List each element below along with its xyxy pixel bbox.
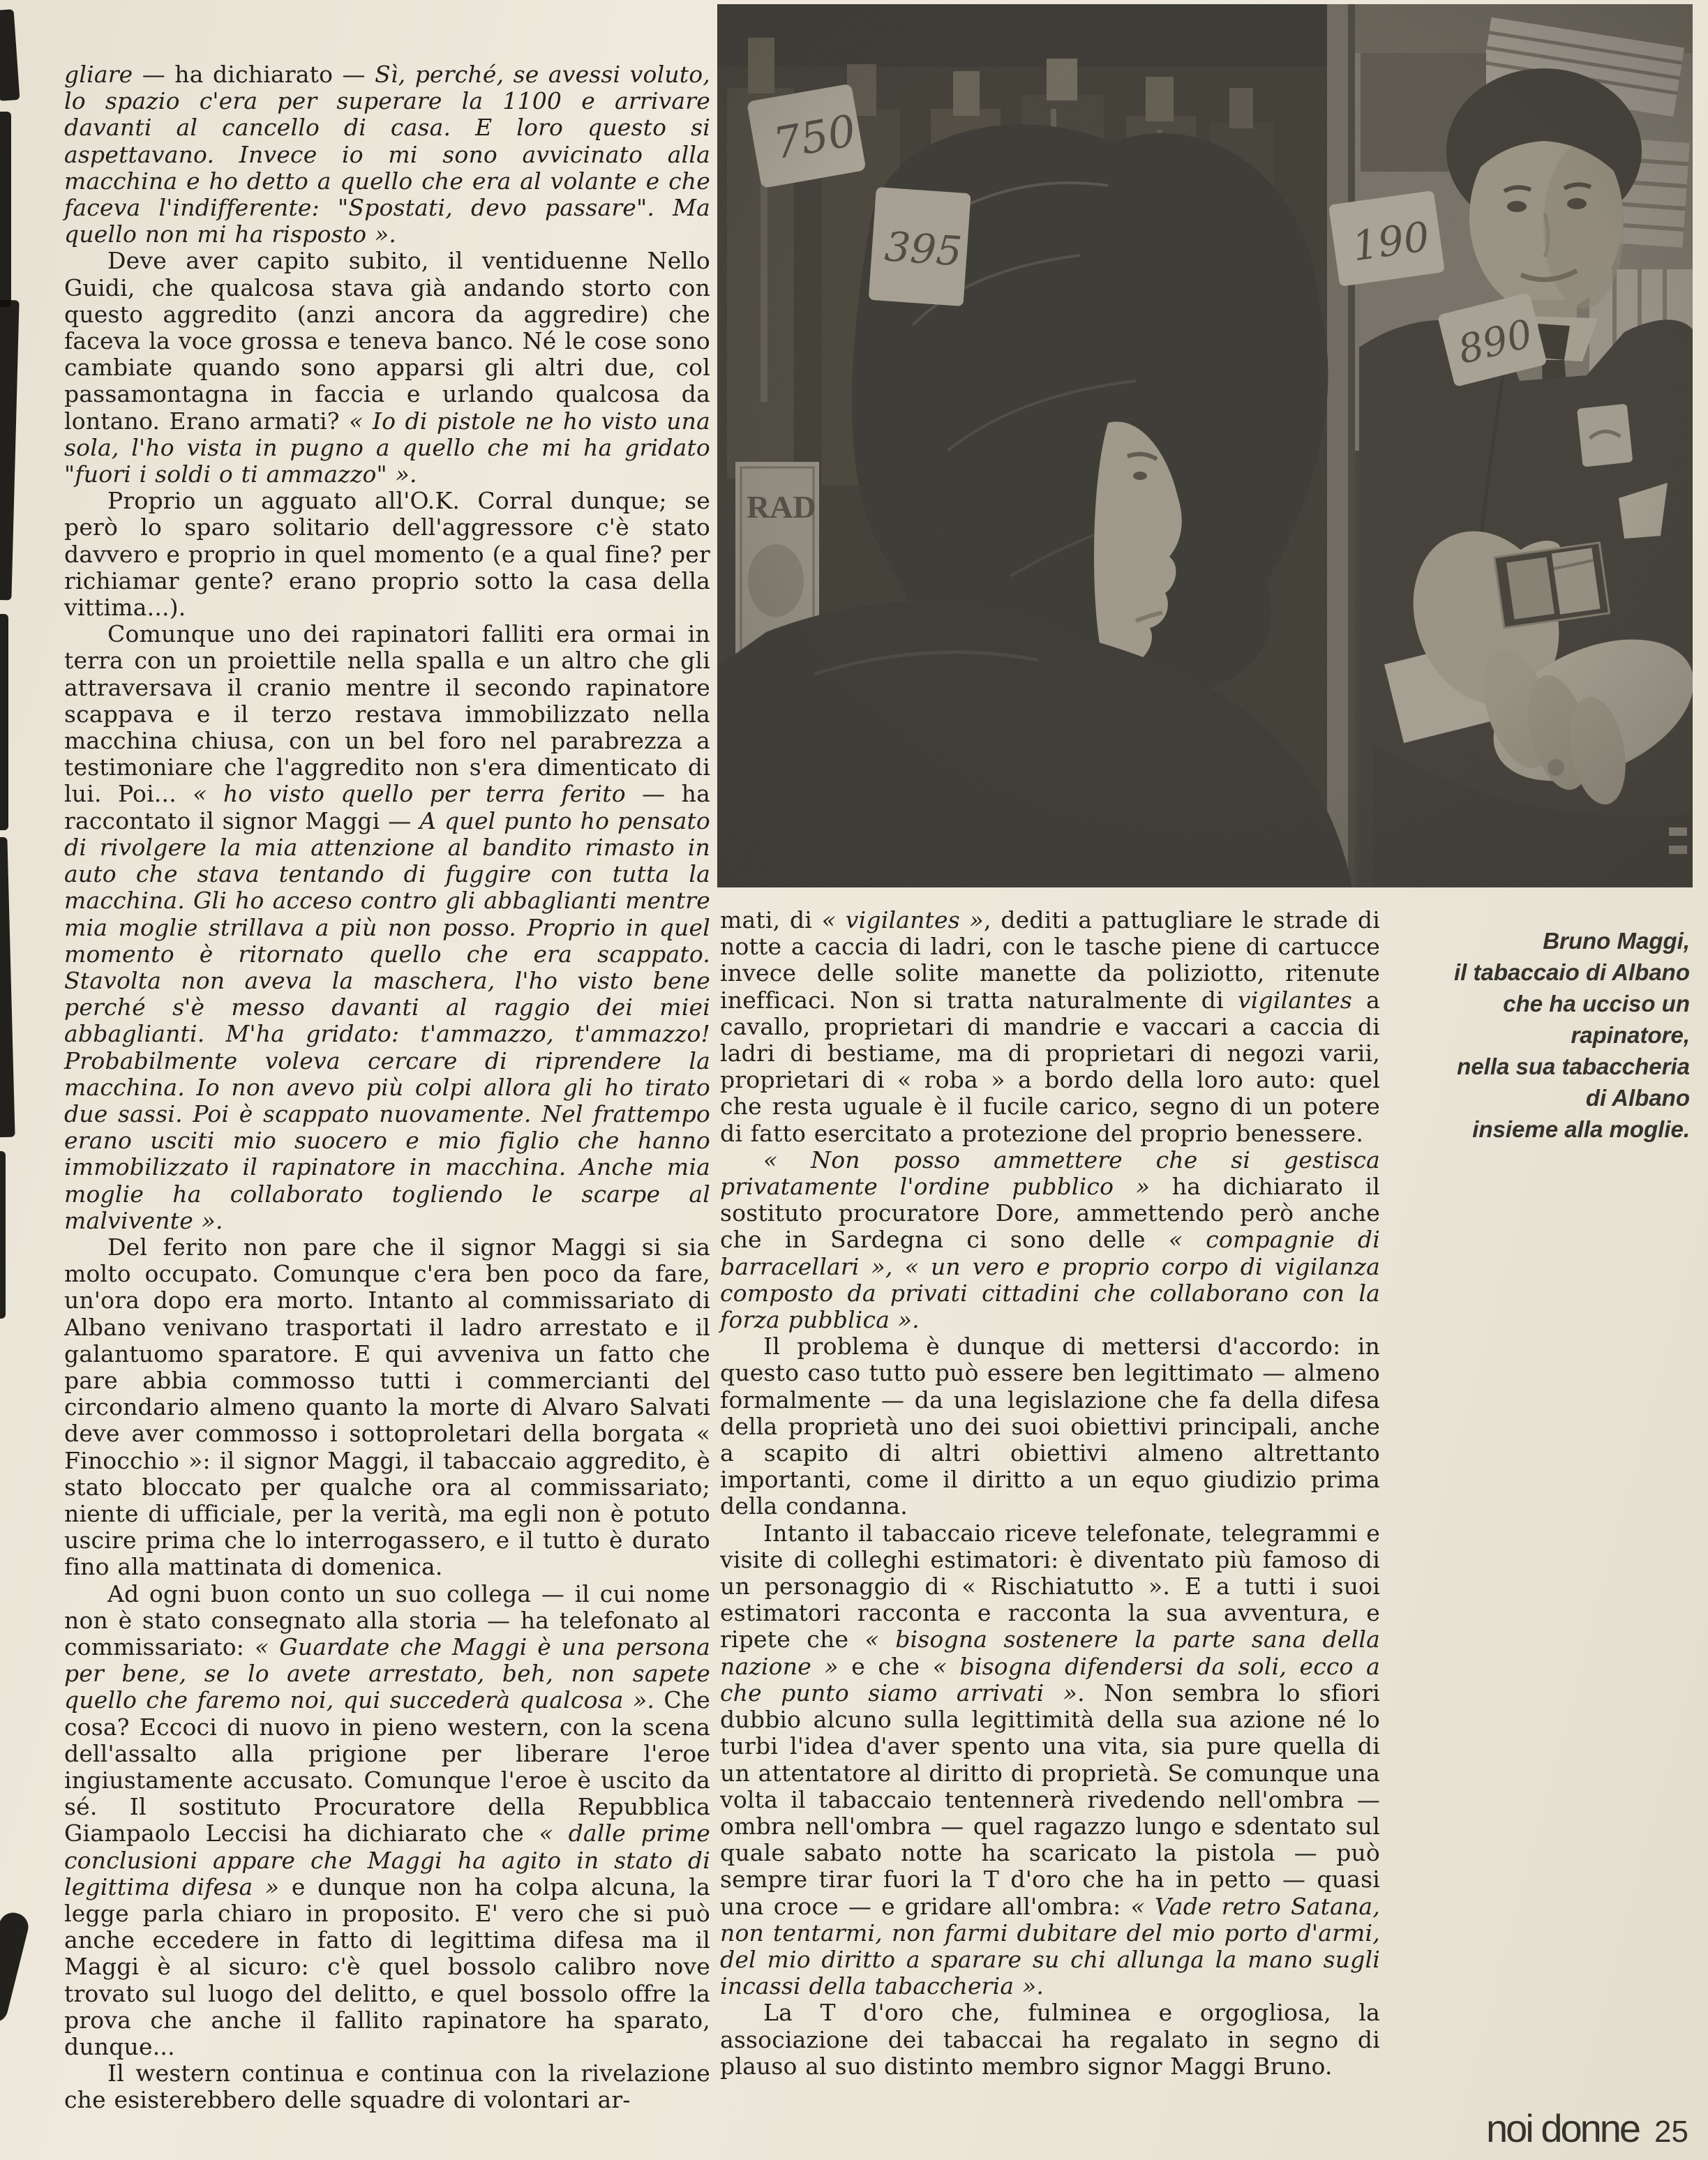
photo-caption-line: insieme alla moglie. — [1472, 1116, 1690, 1142]
text-segment: vigilantes — [1237, 986, 1353, 1014]
text-segment: La T d'oro che, fulminea e orgogliosa, la associazione dei tabaccai ha regalato in segno di plauso al suo distinto membro signor Maggi Bruno. — [720, 1999, 1380, 2080]
paragraph — [64, 61, 710, 248]
text-segment: « Non posso ammettere che si gestisca privatamente l'ordine pubblico » — [720, 1146, 1380, 1201]
scan-artifact — [0, 9, 20, 101]
magazine-logo: noi donne — [1486, 2106, 1640, 2150]
text-segment: Proprio un agguato all'O.K. Corral dunque; se però lo sparo solitario dell'aggressore c'è stato davvero e proprio in quel momento (e a qual fine? per richiamar gente? erano proprio sotto la casa della vittima...). — [64, 487, 710, 622]
text-segment: mati, di — [720, 906, 822, 933]
page-number: 25 — [1654, 2115, 1688, 2149]
text-segment: e che — [838, 1652, 933, 1680]
text-segment: Intanto il tabaccaio riceve telefonate, telegrammi e visite di colleghi estimatori: è diventato più famoso di un personaggio di « Rischiatutto ». E a tutti i suoi estimatori racconta e racconta la sua avventura, e ripete che — [720, 1519, 1380, 1653]
text-segment: « Guardate che Maggi è una persona per bene, se lo avete arrestato, beh, non sapete quello che faremo noi, qui succederà qualcosa ». — [64, 1633, 710, 1714]
scan-artifact — [0, 837, 15, 1138]
text-segment: Del ferito non pare che il signor Maggi si sia molto occupato. Comunque c'era ben poco da fare, un'ora dopo era morto. Intanto al commissariato di Albano venivano trasportati il ladro arrestato e il galantuomo sparatore. E qui avveniva un fatto che pare abbia commosso tutti i commercianti del circondario almeno quanto la morte di Alvaro Salvati deve aver commosso i sottoproletari della borgata « Finocchio »: il signor Maggi, il tabaccaio aggredito, è stato bloccato per qualche ora al commissariato; niente di ufficiale, per la verità, ma egli non è potuto uscire prima che lo interrogassero, e il tutto è durato fino alla mattinata di domenica. — [64, 1233, 710, 1581]
text-segment: « Io di pistole ne ho visto una sola, l'ho vista in pugno a quello che mi ha gridato "fuori i soldi o ti ammazzo" ». — [64, 407, 711, 488]
text-segment: ha dichiarato il sostituto procuratore Dore, ammettendo però anche che in Sardegna ci sono delle — [720, 1173, 1380, 1254]
text-segment: Comunque uno dei rapinatori falliti era ormai in terra con un proiettile nella spalla e un altro che gli attraversava il cranio mentre il secondo rapinatore scappava e il terzo restava immobilizzato nella macchina chiusa, con un bel foro nel parabrezza a testimoniare che l'aggredito non s'era dimenticato di lui. Poi... — [64, 620, 710, 808]
photo-caption-line: di Albano — [1585, 1085, 1690, 1111]
article-column-right — [720, 907, 1380, 2080]
scan-artifact — [0, 614, 8, 830]
scan-artifact — [0, 1910, 31, 2025]
text-segment: « compagnie di barracellari », « un vero e proprio corpo di vigilanza composto da privati cittadini che collaborano con la forza pubblica ». — [720, 1226, 1380, 1334]
article-column-left — [64, 61, 710, 2114]
text-segment: Il western continua e continua con la rivelazione che esisterebbero delle squadre di volontari ar- — [64, 2060, 710, 2114]
photo-caption-line: Bruno Maggi, — [1543, 928, 1690, 954]
text-segment: « ho visto quello per terra ferito — [193, 780, 643, 808]
text-segment: Sì, perché, se avessi voluto, lo spazio c'era per superare la 1100 e arrivare davanti al cancello di casa. E loro questo si aspettavano. Invece io mi sono avvicinato alla macchina e ho detto a quello che era al volante e che faceva l'indifferente: "Spostati, devo passare". Ma quello non mi ha risposto ». — [64, 61, 710, 248]
text-segment: e dunque non ha colpa alcuna, la legge parla chiaro in proposito. E' vero che si può anche eccedere in fatto di legittima difesa ma il Maggi è al sicuro: c'è quel bossolo calibro nove trovato sul luogo del delitto, e quel bossolo offre la prova che anche il fallito rapinatore ha sparato, dunque... — [64, 1873, 710, 2061]
text-segment: « bisogna difendersi da soli, ecco a che punto siamo arrivati » — [720, 1652, 1380, 1707]
paragraph — [64, 488, 710, 621]
photo-caption-line: nella sua tabaccheria — [1457, 1053, 1690, 1079]
photo-caption-line: che ha ucciso un rapinatore, — [1503, 991, 1690, 1048]
paragraph — [720, 2000, 1380, 2080]
page-footer — [1423, 2106, 1688, 2151]
paragraph — [64, 248, 710, 488]
scan-artifact — [0, 300, 20, 601]
text-segment: Deve aver capito subito, il ventiduenne Nello Guidi, che qualcosa stava già andando storto con questo aggredito (anzi ancora da aggredire) che faceva la voce grossa e teneva banco. Né le cose sono cambiate quando sono apparsi gli altri due, col passamontagna in faccia e urlando qualcosa da lontano. Erano armati? — [64, 247, 710, 435]
text-segment: « dalle prime conclusioni appare che Maggi ha agito in stato di legittima difesa » — [64, 1820, 711, 1900]
photo-caption-line: il tabaccaio di Albano — [1453, 959, 1690, 985]
text-segment: « Vade retro Satana, non tentarmi, non farmi dubitare del mio porto d'armi, del mio diritto a sparare su chi allunga la mano sugli incassi della tabaccheria ». — [720, 1892, 1380, 2000]
text-segment: « bisogna sostenere la parte sana della nazione » — [720, 1626, 1380, 1680]
text-segment: « vigilantes » — [821, 906, 984, 933]
text-segment: . Non sembra lo sfiori dubbio alcuno sulla legittimità della sua azione né lo turbi l'idea d'aver spento una vita, sia pure quella di un attentatore al diritto di proprietà. Se comunque una volta il tabaccaio tentennerà rivedendo nell'ombra — ombra nell'ombra — quel ragazzo lungo e sdentato sul quale sabato notte ha scaricato la pistola — può sempre tirar fuori la T d'oro che ha in petto — quasi una croce — e gridare all'ombra: — [720, 1679, 1381, 1920]
photo-caption — [1381, 925, 1690, 1145]
text-segment: A quel punto ho pensato di rivolgere la mia attenzione al bandito rimasto in auto che stava tentando di fuggire con tutta la macchina. Gli ho acceso contro gli abbaglianti mentre mia moglie strillava a più non posso. Proprio in quel momento è ritornato quello che era scappato. Stavolta non aveva la maschera, l'ho visto bene perché s'è messo davanti al raggio dei miei abbaglianti. M'ha gridato: t'ammazzo, t'ammazzo! Probabilmente voleva cercare di riprendere la macchina. Io non avevo più colpi allora gli ho tirato due sassi. Poi è scappato nuovamente. Nel frattempo erano usciti mio suocero e mio figlio che hanno immobilizzato il rapinatore in macchina. Anche mia moglie ha collaborato togliendo le scarpe al malvivente ». — [64, 807, 710, 1234]
scan-artifact — [0, 1151, 6, 1319]
paragraph — [720, 1333, 1380, 1520]
paragraph — [64, 1234, 710, 1581]
text-segment: Il problema è dunque di mettersi d'accordo: in questo caso tutto può essere ben legittimato — almeno formalmente — da una legislazione che fa della difesa della proprietà uno dei suoi obiettivi principali, anche a scapito di altri obiettivi almeno altrettanto importanti, come il diritto a un equo giudizio prima della condanna. — [720, 1333, 1380, 1520]
text-segment: Ad ogni buon conto un suo collega — il cui nome non è stato consegnato alla storia — ha telefonato al commissariato: — [64, 1580, 710, 1660]
text-segment: — ha dichiarato — — [142, 61, 375, 88]
paragraph — [720, 1520, 1380, 2000]
photo-scene — [717, 4, 1693, 887]
paragraph — [720, 1147, 1380, 1333]
text-segment: gliare — [64, 61, 142, 88]
text-segment: — ha raccontato il signor Maggi — — [64, 780, 710, 834]
scan-artifact — [0, 112, 11, 307]
paragraph — [64, 621, 710, 1234]
text-segment: a cavallo, proprietari di mandrie e vaccari a caccia di ladri di bestiame, ma di proprietari di negozi varii, proprietari di « roba » a bordo della loro auto: quel che resta uguale è il fucile carico, segno di un potere di fatto esercitato a protezione del proprio benessere. — [720, 986, 1380, 1147]
paragraph — [64, 1581, 710, 2061]
article-photo — [717, 4, 1693, 887]
paragraph — [720, 907, 1380, 1147]
text-segment: , dediti a pattugliare le strade di notte a caccia di ladri, con le tasche piene di cartucce invece delle solite manette da poliziotto, ritenute inefficaci. Non si tratta naturalmente di — [720, 906, 1380, 1014]
text-segment: Che cosa? Eccoci di nuovo in pieno western, con la scena dell'assalto alla prigione per liberare l'eroe ingiustamente accusato. Comunque l'eroe è uscito da sé. Il sostituto Procuratore della Repubblica Giampaolo Leccisi ha dichiarato che — [64, 1686, 710, 1847]
paragraph — [64, 2060, 710, 2113]
